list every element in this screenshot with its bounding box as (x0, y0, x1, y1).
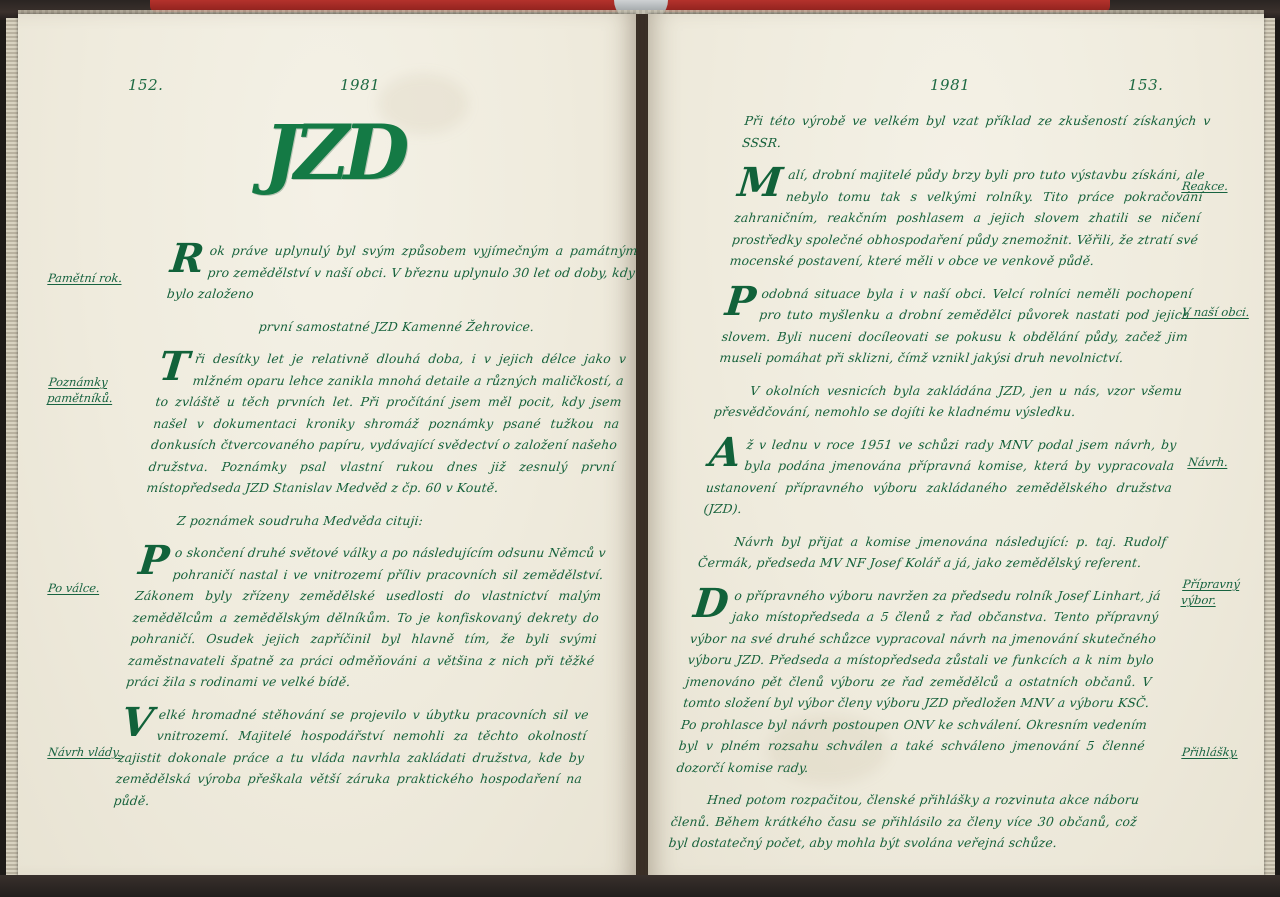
margin-note-text: Poznámky pamětníků. (46, 375, 114, 405)
paragraph (713, 380, 1184, 423)
paragraph-text: ok práve uplynulý byl svým způsobem vyjímečným a památným pro zemědělství v naší obci. V březnu uplynulo 30 let od doby, kdy bylo založeno (166, 243, 639, 301)
paragraph (741, 110, 1212, 153)
margin-note-po-valce (47, 580, 100, 596)
paragraph-text: o přípravného výboru navržen za předsedu rolník Josef Linhart, já jako místopředseda a 5 členů z řad občanstva. Tento přípravný výbor na své druhé schůzce vypracoval návrh na jmenování skutečného výboru JZD. Předseda a místopředseda zůstali ve funkcích a k nim bylo jmenováno pět členů výboru ze řad zemědělců a ostatních občanů. V tomto složení byl výbor členy výboru JZD předložen MNV a výboru KSČ. Po prohlasce byl návrh postoupen ONV ke schválení. Okresním vedením byl v plném rozsahu schválen a také schváleno jmenování 5 členné dozorčí komise rady. (675, 587, 1162, 775)
margin-note-text: V naší obci. (1181, 305, 1251, 319)
paragraph (166, 235, 639, 305)
paragraph-centered (162, 316, 630, 338)
dropcap-letter: M (735, 159, 785, 206)
paragraph-text: ž v lednu v roce 1951 ve schůzi rady MNV podal jsem návrh, by byla podána jmenována přípravná komise, která by vypracovala ustanovení přípravného výboru zakládaného zemědělského družstva (JZD). (702, 436, 1178, 516)
dropcap-letter: D (691, 579, 732, 627)
left-page-body-text (111, 235, 639, 822)
margin-note-text: Přípravný výbor. (1180, 577, 1241, 607)
paragraph (142, 510, 610, 532)
right-page (648, 14, 1264, 880)
margin-note-text: Návrh. (1187, 455, 1229, 469)
paragraph (668, 789, 1141, 854)
right-page-year: 1981 (930, 76, 971, 94)
dropcap-letter: R (168, 235, 207, 282)
paragraph (729, 159, 1206, 272)
paragraph (718, 277, 1194, 369)
margin-note-text: Po válce. (47, 581, 101, 595)
margin-note-navrh (1187, 454, 1229, 470)
paragraph-text: Při této výrobě ve velkém byl vzat příklad ze zkušeností získaných v SSSR. (741, 113, 1212, 150)
paragraph (125, 537, 607, 693)
margin-note-pripravny-vybor (1180, 576, 1259, 608)
paragraph (697, 531, 1168, 574)
margin-note-text: Návrh vlády. (47, 745, 122, 759)
dropcap-letter: T (156, 343, 192, 390)
paragraph (145, 343, 627, 499)
margin-note-text: Pamětní rok. (47, 271, 123, 285)
margin-note-poznamky-pametniku (46, 374, 133, 406)
paragraph-text: Hned potom rozpačitou, členské přihlášky a rozvinuta akce náboru členů. Během krátkého času se přihlásilo za členy více 30 občanů, což byl dostatečný počet, aby mohla být svolána veřejná schůze. (667, 792, 1140, 850)
book-cover-bottom-edge (0, 875, 1280, 897)
dropcap-letter: P (136, 537, 172, 584)
left-page (18, 14, 639, 880)
dropcap-letter: V (119, 698, 156, 746)
paragraph-text: alí, drobní majitelé půdy brzy byli pro tuto výstavbu získáni, ale nebylo tomu tak s velkými rolníky. Tito práce pokračování zahraničním, reakčním poshlasem a jejich slovem zhatili se ničení prostředky společné obhospodaření půdy znemožnit. Věřili, že ztratí své mocenské postavení, které měli v obce ve venkově půdě. (729, 167, 1206, 268)
right-page-folio-number: 153. (1128, 76, 1164, 94)
paragraph-text: Návrh byl přijat a komise jmenována následující: p. taj. Rudolf Čermák, předseda MV NF Josef Kolář a já, jako zemědělský referent. (697, 533, 1168, 570)
paragraph (112, 698, 590, 812)
margin-note-pametni-rok (47, 270, 123, 286)
margin-note-text: Přihlášky. (1181, 745, 1240, 759)
left-page-year: 1981 (340, 76, 381, 94)
dropcap-letter: P (723, 277, 759, 325)
margin-note-text: Reakce. (1181, 179, 1229, 193)
paragraph (675, 579, 1162, 779)
paragraph-text: elké hromadné stěhování se projevilo v úbytku pracovních sil ve vnitrozemí. Majitelé hospodářství nemohli za těchto okolností zajistit dokonale práce a tu vláda navrhla zakládati družstva, kde by zemědělská výroba přeškala větší záruka praktického hospodaření na půdě. (112, 706, 590, 808)
right-page-body-text (666, 110, 1211, 865)
margin-note-prihlasky (1181, 744, 1239, 760)
paragraph-text: Z poznámek soudruha Medvěda cituji: (176, 512, 424, 528)
dropcap-letter: A (707, 428, 744, 476)
paragraph-text: V okolních vesnicích byla zakládána JZD, jen u nás, vzor všemu přesvědčování, nemohlo se dojíti ke kladnému výsledku. (713, 382, 1184, 419)
paragraph-text: ři desítky let je relativně dlouhá doba, i v jejich délce jako v mlžném oparu lehce zanikla mnohá detaile a různých maličkostí, a to zvláště u těch prvních let. Při pročítání jsem měl pocit, kdy jsem našel v dokumentaci kroniky shromáž poznámky psané tužkou na donkusích čtvercovaného papíru, vydávající svědectví o založení našeho družstva. Poznámky psal vlastní rukou dnes již zesnulý první místopředseda JZD Stanislav Medvěd z čp. 60 v Koutě. (145, 351, 627, 495)
paragraph-text: první samostatné JZD Kamenné Žehrovice. (258, 318, 536, 334)
left-page-folio-number: 152. (128, 76, 164, 94)
paragraph (702, 428, 1178, 520)
left-page-heading-jzd: JZD (264, 108, 404, 197)
paragraph-text: o skončení druhé světové války a po následujícím odsunu Němců v pohraničí nastal i ve vnitrozemí příliv pracovních sil zemědělství. Zákonem byly zřízeny zemědělské usedlosti do vlastnictví malým zemědělcům a zemědělským dělníkům. To je konfiskovaný dekrety do pohraničí. Osudek jejich zapříčinil byl hlavně tím, že byli svými zaměstnavateli špatně za práci odměňováni a většina z nich při těžké práci žila s rodinami ve velké bídě. (125, 545, 607, 689)
margin-note-v-nasi-obci (1181, 304, 1250, 320)
paragraph-text: odobná situace byla i v naší obci. Velcí rolníci neměli pochopení pro tuto myšlenku a drobní zemědělci půvorek nastati pod jejich slovem. Byli nuceni docíleovati se pokusu k obdělání půdy, začež jim museli pomáhat při sklizni, čímž vznikl jakýsi druh nevolnictví. (718, 285, 1194, 365)
